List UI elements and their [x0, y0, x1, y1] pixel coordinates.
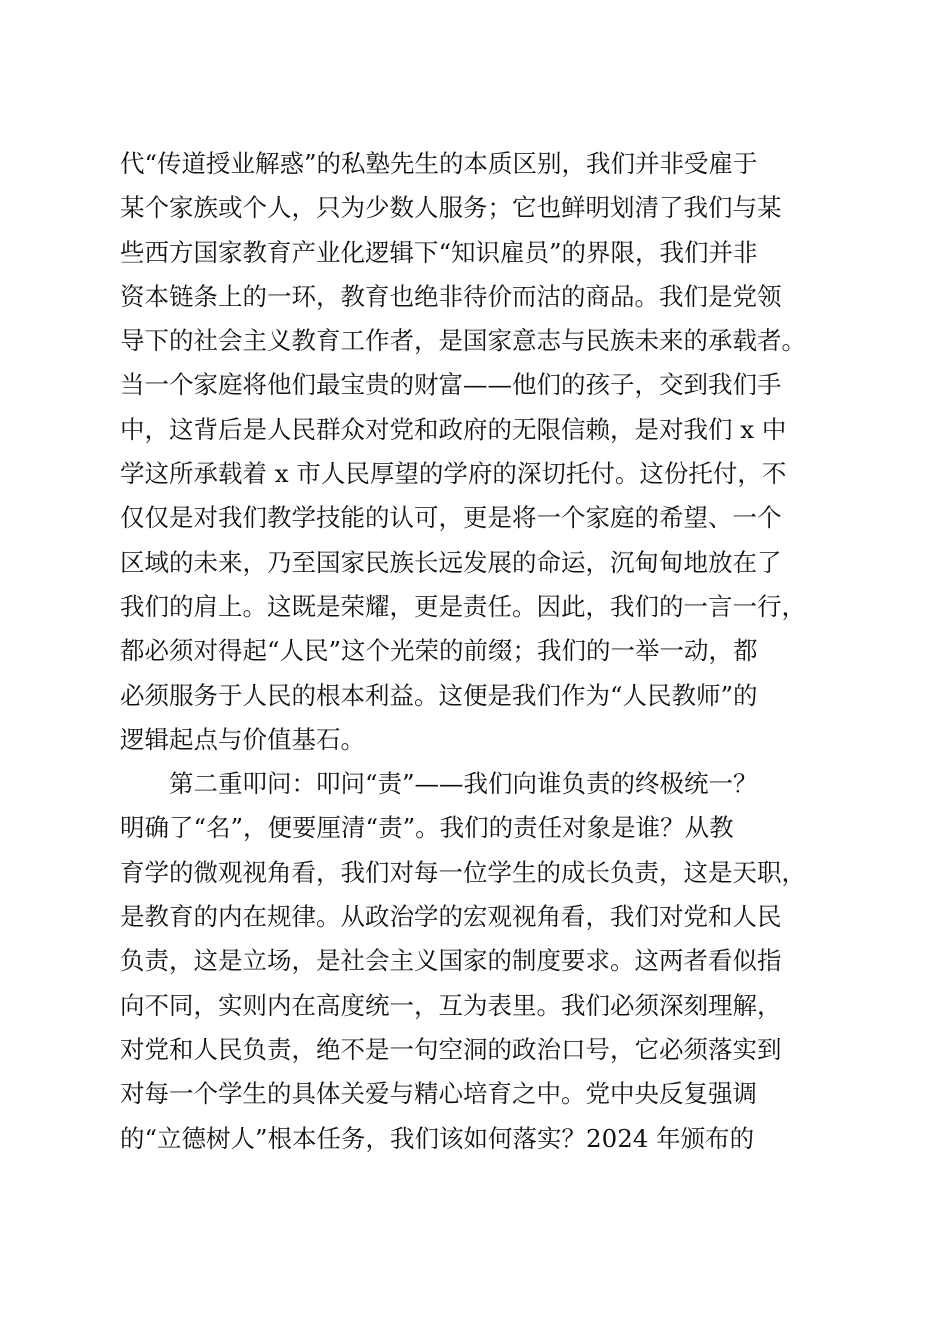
text-line: 导下的社会主义教育工作者，是国家意志与民族未来的承载者。: [120, 326, 806, 356]
text-line: 学这所承载着 x 市人民厚望的学府的深切托付。这份托付，不: [120, 459, 787, 489]
text-line: 明确了“名”，便要厘清“责”。我们的责任对象是谁？从教: [120, 813, 734, 843]
text-line: 中，这背后是人民群众对党和政府的无限信赖，是对我们 x 中: [120, 414, 787, 444]
text-line: 是教育的内在规律。从政治学的宏观视角看，我们对党和人民: [120, 902, 782, 932]
text-line: 对党和人民负责，绝不是一句空洞的政治口号，它必须落实到: [120, 1034, 782, 1064]
body-text: [120, 142, 850, 1161]
text-line: 某个家族或个人，只为少数人服务；它也鲜明划清了我们与某: [120, 193, 782, 223]
text-line: 的“立德树人”根本任务，我们该如何落实？2024 年颁布的: [120, 1123, 755, 1153]
text-line: 逻辑起点与价值基石。: [120, 724, 365, 754]
text-line: 当一个家庭将他们最宝贵的财富——他们的孩子，交到我们手: [120, 370, 782, 400]
text-line: 仅仅是对我们教学技能的认可，更是将一个家庭的希望、一个: [120, 503, 782, 533]
text-line: 必须服务于人民的根本利益。这便是我们作为“人民教师”的: [120, 680, 758, 710]
text-line: 向不同，实则内在高度统一，互为表里。我们必须深刻理解，: [120, 990, 782, 1020]
text-line: 负责，这是立场，是社会主义国家的制度要求。这两者看似指: [120, 946, 782, 976]
text-line: 我们的肩上。这既是荣耀，更是责任。因此，我们的一言一行，: [120, 591, 806, 621]
text-line: 对每一个学生的具体关爱与精心培育之中。党中央反复强调: [120, 1079, 757, 1109]
text-line: 资本链条上的一环，教育也绝非待价而沽的商品。我们是党领: [120, 281, 782, 311]
text-line: 代“传道授业解惑”的私塾先生的本质区别，我们并非受雇于: [120, 149, 758, 178]
text-line: 区域的未来，乃至国家民族长远发展的命运，沉甸甸地放在了: [120, 547, 782, 577]
text-line: 些西方国家教育产业化逻辑下“知识雇员”的界限，我们并非: [120, 237, 758, 267]
text-line: 都必须对得起“人民”这个光荣的前缀；我们的一举一动，都: [120, 636, 758, 666]
section-heading: 第二重叩问：叩问“责”——我们向谁负责的终极统一？: [169, 769, 758, 799]
text-line: 育学的微观视角看，我们对每一位学生的成长负责，这是天职，: [120, 857, 806, 887]
